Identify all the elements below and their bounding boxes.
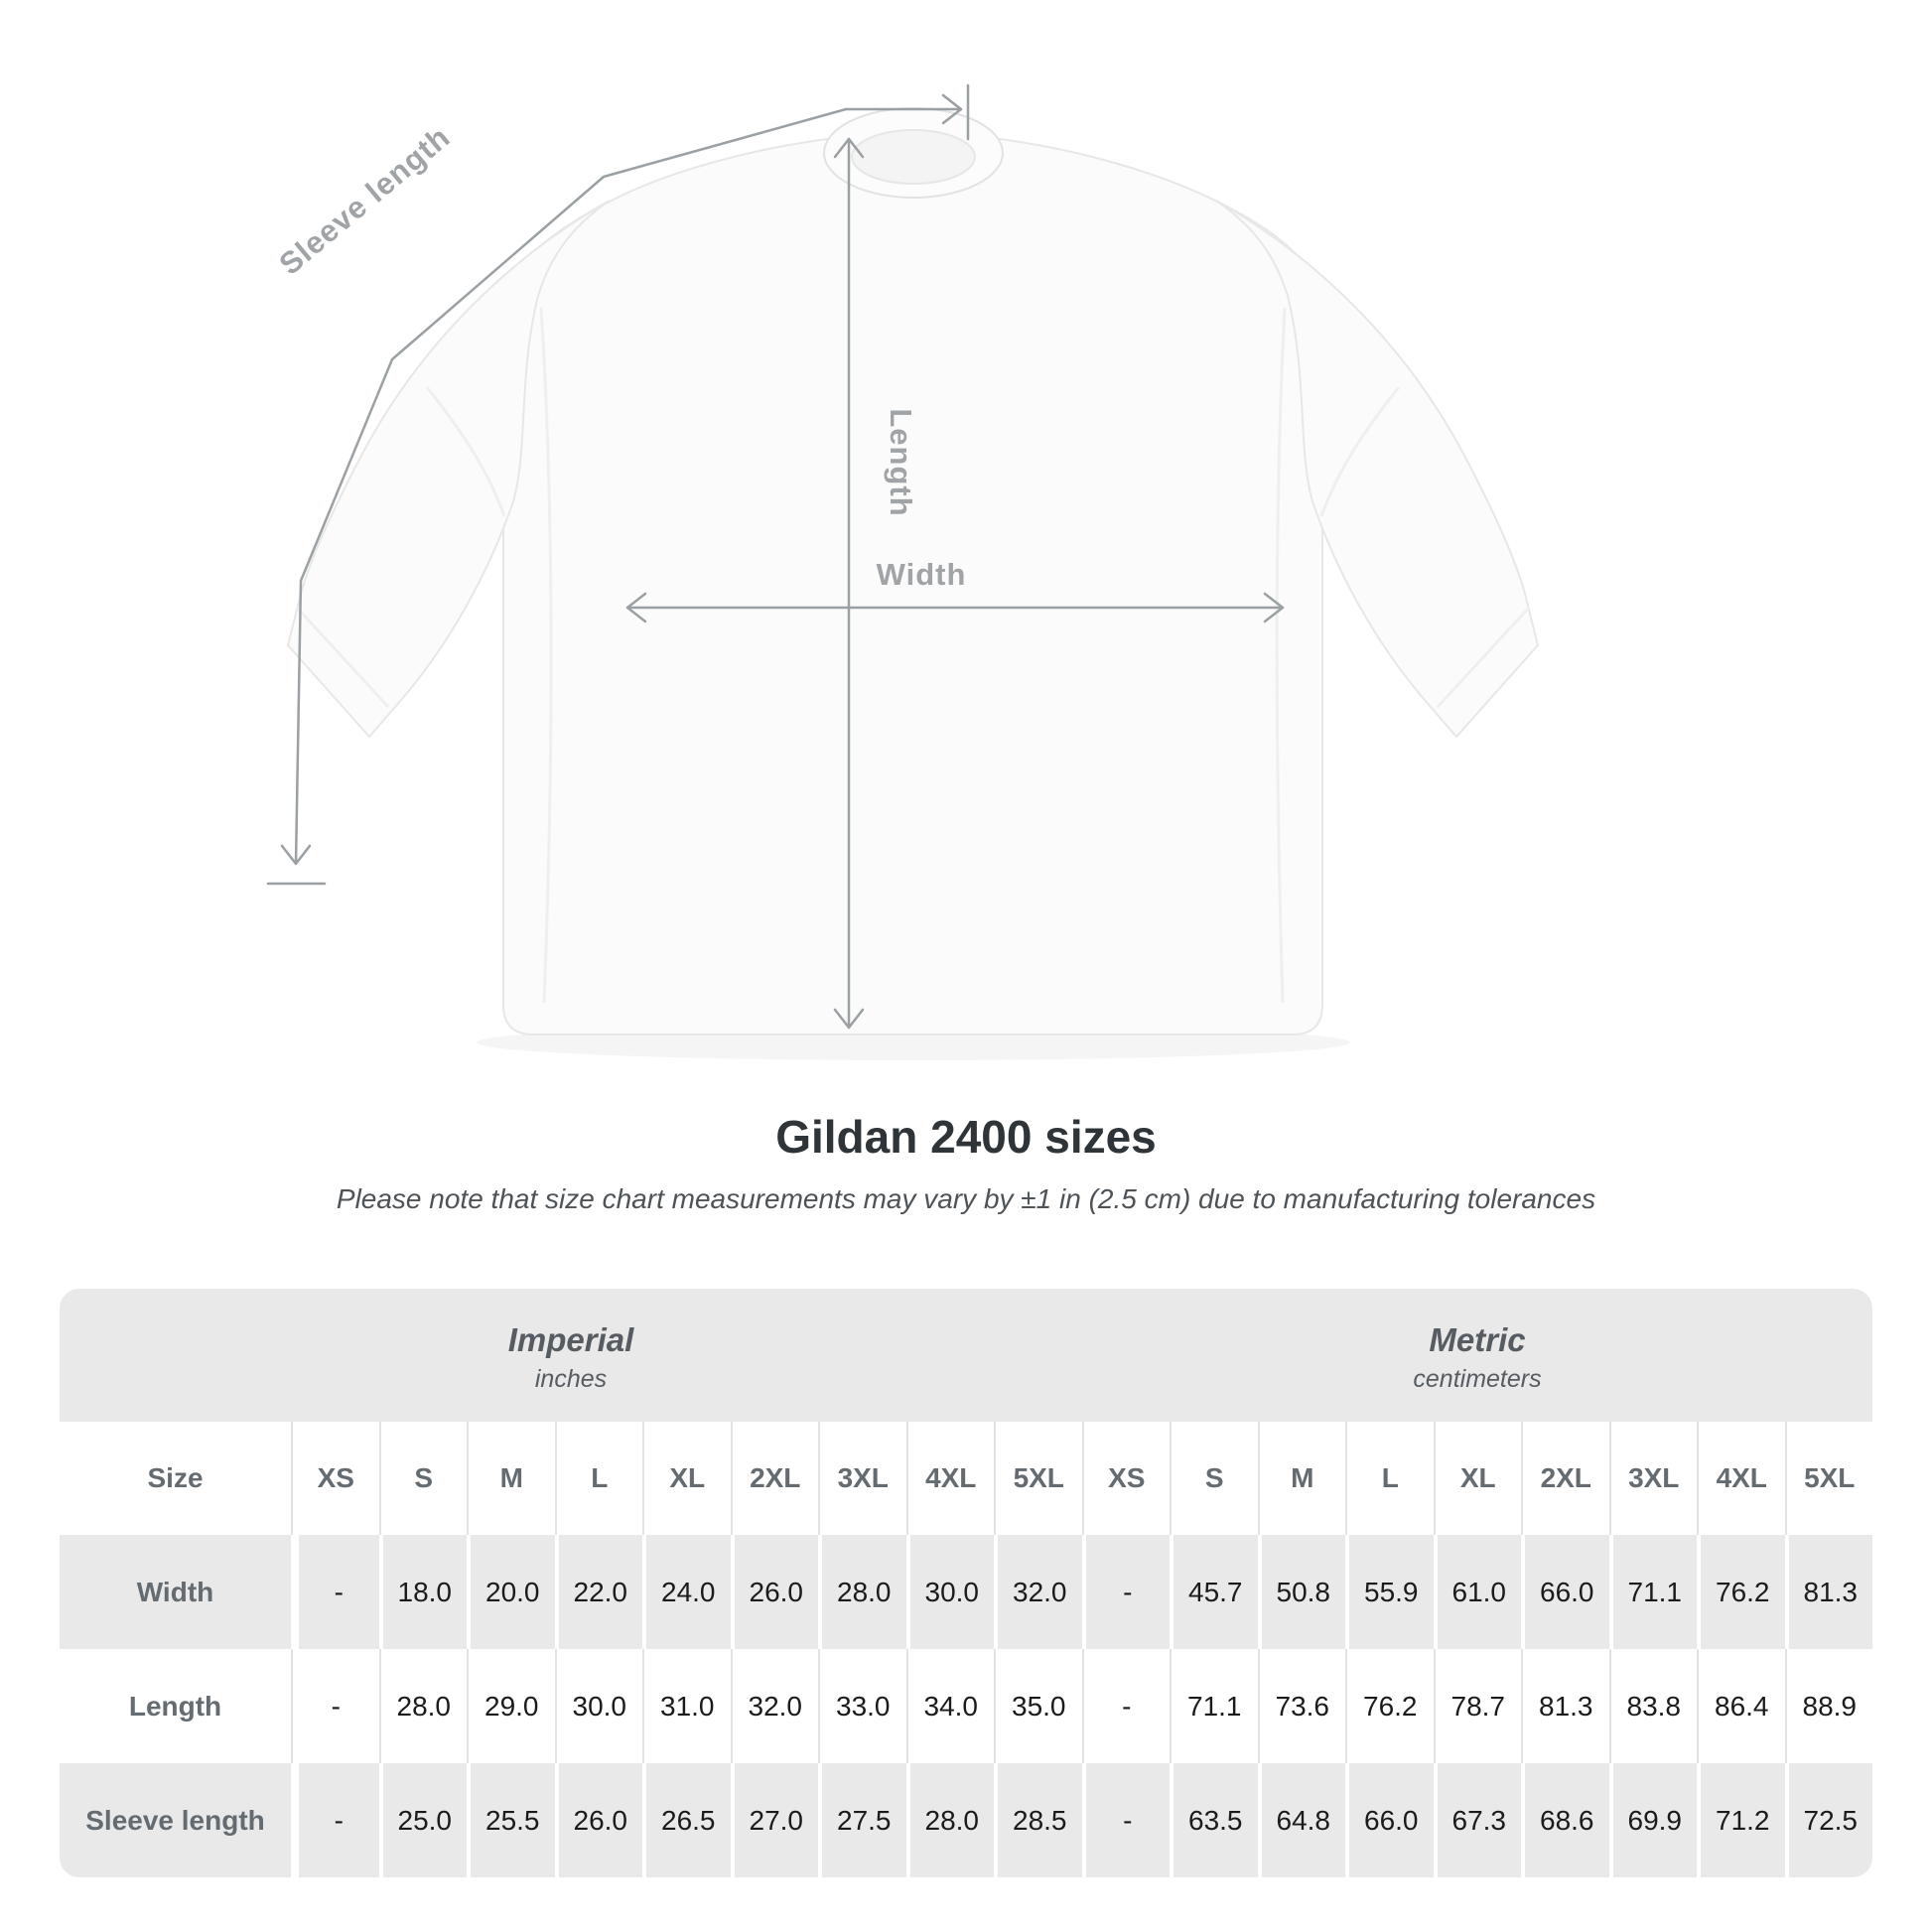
size-header-imperial: XL [642,1422,731,1535]
metric-value: 63.5 [1170,1763,1258,1877]
imperial-value: - [291,1535,379,1649]
metric-value: 83.8 [1609,1649,1698,1763]
imperial-value: 25.5 [467,1763,555,1877]
size-header-imperial: S [379,1422,468,1535]
size-header-imperial: 3XL [818,1422,906,1535]
metric-value: 76.2 [1345,1649,1434,1763]
imperial-value: 31.0 [642,1649,731,1763]
metric-value: 55.9 [1345,1535,1434,1649]
size-header-metric: M [1258,1422,1346,1535]
metric-group-header [1082,1289,1872,1422]
imperial-value: 26.0 [555,1763,643,1877]
size-header-metric: XL [1434,1422,1522,1535]
size-header-metric: XS [1082,1422,1171,1535]
size-table [60,1289,1872,1877]
metric-value: 68.6 [1521,1763,1609,1877]
size-header-imperial: 2XL [731,1422,819,1535]
tolerance-note: Please note that size chart measurements may vary by ±1 in (2.5 cm) due to manufacturing tolerances [336,1183,1596,1214]
metric-group-name: Metric [1429,1320,1526,1358]
imperial-value: 22.0 [555,1535,643,1649]
metric-value: 71.2 [1697,1763,1785,1877]
table-row [60,1649,1872,1763]
size-header-metric: S [1170,1422,1258,1535]
unit-group-header [60,1289,1872,1422]
length-label: Length [884,408,918,517]
size-header-metric: L [1345,1422,1434,1535]
metric-value: 76.2 [1697,1535,1785,1649]
size-header-imperial: 5XL [994,1422,1082,1535]
imperial-value: 35.0 [994,1649,1082,1763]
size-header-metric: 2XL [1521,1422,1609,1535]
metric-value: 86.4 [1697,1649,1785,1763]
size-header-imperial: 4XL [906,1422,995,1535]
sleeve-length-label: Sleeve length [272,119,458,282]
collar-inner [852,130,975,184]
page-title: Gildan 2400 sizes [775,1111,1157,1163]
metric-group-unit: centimeters [1413,1364,1542,1393]
size-header-imperial: M [467,1422,555,1535]
metric-value: - [1082,1763,1171,1877]
metric-value: 81.3 [1785,1535,1873,1649]
measurement-row-label: Length [128,1690,222,1722]
size-header-imperial: XS [291,1422,379,1535]
measurement-row-label: Sleeve length [85,1804,265,1836]
imperial-value: 30.0 [555,1649,643,1763]
metric-value: - [1082,1649,1171,1763]
metric-value: 66.0 [1521,1535,1609,1649]
metric-value: 69.9 [1609,1763,1698,1877]
size-header-metric: 3XL [1609,1422,1698,1535]
imperial-value: 28.0 [906,1763,995,1877]
width-label: Width [876,557,967,592]
metric-value: 61.0 [1434,1535,1522,1649]
imperial-value: 26.0 [731,1535,819,1649]
metric-value: - [1082,1535,1171,1649]
imperial-value: 32.0 [731,1649,819,1763]
metric-value: 71.1 [1170,1649,1258,1763]
size-column-header: Size [147,1462,204,1493]
measurement-row-label: Width [136,1576,214,1607]
imperial-group-name: Imperial [507,1320,634,1358]
imperial-group-header [60,1289,1082,1422]
imperial-value: 18.0 [379,1535,468,1649]
metric-value: 45.7 [1170,1535,1258,1649]
table-row [60,1535,1872,1649]
imperial-group-unit: inches [534,1364,608,1393]
imperial-value: 32.0 [994,1535,1082,1649]
metric-value: 50.8 [1258,1535,1346,1649]
imperial-value: 29.0 [467,1649,555,1763]
size-header-row [60,1422,1872,1535]
imperial-value: 27.0 [731,1763,819,1877]
size-table-rows [60,1422,1872,1877]
metric-value: 64.8 [1258,1763,1346,1877]
table-row [60,1763,1872,1877]
metric-value: 71.1 [1609,1535,1698,1649]
imperial-value: 34.0 [906,1649,995,1763]
imperial-value: 20.0 [467,1535,555,1649]
imperial-value: - [291,1649,379,1763]
imperial-value: 27.5 [818,1763,906,1877]
imperial-value: 33.0 [818,1649,906,1763]
metric-value: 73.6 [1258,1649,1346,1763]
imperial-value: 25.0 [379,1763,468,1877]
size-header-metric: 5XL [1785,1422,1873,1535]
imperial-value: - [291,1763,379,1877]
metric-value: 72.5 [1785,1763,1873,1877]
metric-value: 66.0 [1345,1763,1434,1877]
size-header-imperial: L [555,1422,643,1535]
metric-value: 67.3 [1434,1763,1522,1877]
metric-value: 81.3 [1521,1649,1609,1763]
imperial-value: 28.0 [379,1649,468,1763]
imperial-value: 28.5 [994,1763,1082,1877]
imperial-value: 28.0 [818,1535,906,1649]
imperial-value: 26.5 [642,1763,731,1877]
size-header-metric: 4XL [1697,1422,1785,1535]
metric-value: 88.9 [1785,1649,1873,1763]
metric-value: 78.7 [1434,1649,1522,1763]
imperial-value: 30.0 [906,1535,995,1649]
imperial-value: 24.0 [642,1535,731,1649]
